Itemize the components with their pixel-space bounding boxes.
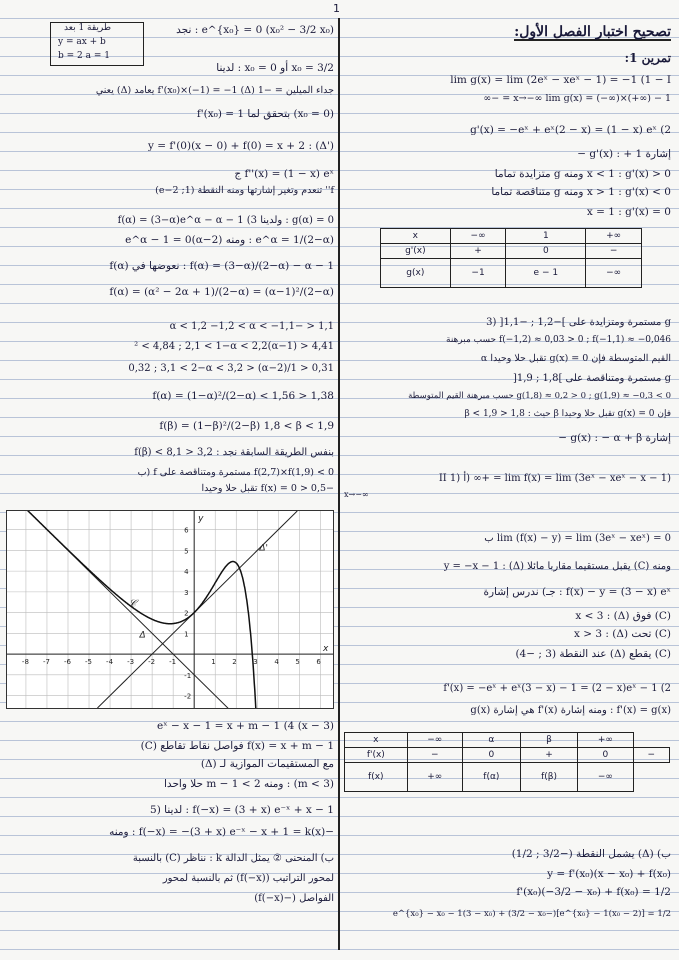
x-tick-label: 4 [274, 658, 279, 667]
left-line-28: الفواصل (−f(−x)) [254, 893, 334, 904]
right-line-9: f(−1,2) ≈ 0,03 > 0 ; f(−1,1) ≈ −0,046 حسب مبرهنة [446, 335, 671, 345]
left-line-24: f(−x) = (3 + x) e⁻ˣ + x − 1 : لدينا (5 [150, 804, 334, 816]
left-line-7: f'' تنعدم وتغير إشارتها ومنه النقطة (1; e−2) [155, 185, 334, 196]
right-line-26: y = f'(x₀)(x − x₀) + f(x₀) [547, 868, 671, 880]
table_f-var-row [345, 763, 670, 792]
y-axis-label: y [198, 514, 204, 524]
table_f-sign-cell: − [633, 748, 669, 763]
table_g-sign-row [381, 244, 642, 259]
table_f-x-cell: α [462, 733, 520, 748]
x-axis-label: x [323, 644, 329, 655]
left-line-26: ب) المنحنى ② يمثل الدالة k : نناظر (C) بالنسبة [132, 853, 334, 864]
table_f-sign-cell: + [520, 748, 577, 763]
table_g-x-cell: +∞ [586, 229, 642, 244]
table_f-x-cell: β [520, 733, 577, 748]
y-tick-label: 2 [184, 609, 189, 618]
table_f-var-cell: −∞ [578, 763, 633, 792]
left-line-18: f(2,7)×f(1,9) < 0 مستمرة ومتناقصة على f (ب [137, 467, 334, 478]
table_f-var-cell: f(α) [462, 763, 520, 792]
x-tick-label: 1 [211, 658, 216, 667]
right-line-17: lim (f(x) − y) = lim (3eˣ − xeˣ) = 0 ب [484, 533, 671, 544]
left-line-14: 0,31 < 1/(2−α) < 0,32 ; 3,1 < 2−α < 3,2 [128, 363, 334, 374]
right-line-1: lim g(x) = lim (2eˣ − xeˣ − 1) = −1 (1 − I [450, 74, 671, 86]
x-tick-label: 3 [253, 658, 258, 667]
left-line-20: (3 − x) eˣ − x − 1 = x + m − 1 (4 [157, 720, 334, 732]
y-tick-label: -1 [184, 671, 192, 680]
x-tick-label: 2 [232, 658, 237, 667]
table_f-var-cell: f(β) [520, 763, 577, 792]
column-divider [338, 18, 340, 950]
left-line-19: −0,5 < f(x) = 0 تقبل حلا وحيدا [201, 483, 334, 494]
table_g-sign-cell: 0 [506, 244, 586, 259]
right-line-27: 1/2 = f'(x₀)(−3/2 − x₀) + f(x₀) [516, 886, 671, 898]
table_f-sign-cell: f'(x) [345, 748, 408, 763]
table_f-sign-cell: 0 [462, 748, 520, 763]
left-line-11: f(α) = (α² − 2α + 1)/(2−α) = (α−1)²/(2−α) [109, 286, 334, 298]
right-line-12: g(1,8) ≈ 0,2 > 0 ; g(1,9) ≈ −0,3 < 0 حسب مبرهنة القيم المتوسطة [408, 391, 671, 401]
curve-c [7, 511, 257, 708]
x-tick-label: -4 [106, 658, 114, 667]
curve-label: 𝒞 [128, 598, 137, 610]
table_f-x-cell: −∞ [407, 733, 462, 748]
asymptote-delta [7, 511, 333, 708]
table_g-x-cell: −∞ [450, 229, 506, 244]
right-line-3: g'(x) = −eˣ + eˣ(2 − x) = (1 − x) eˣ (2 [470, 124, 671, 136]
right-line-19: f(x) − y = (3 − x) eˣ : جـ) ندرس إشارة [483, 586, 671, 598]
table_g-x-cell: x [381, 229, 451, 244]
x-tick-label: -8 [21, 658, 29, 667]
right-line-25: ب) (Δ) يشمل النقطة (−3/2 ; 1/2) [511, 848, 671, 860]
left-line-1: (x₀² − 3/2 x₀) e^{x₀} = 0 : نجد [176, 24, 334, 36]
graph-canvas [7, 511, 333, 708]
right-column [342, 20, 673, 948]
method-box-line-1: طريقة 1 بعد [64, 23, 112, 33]
table_f-sign-cell: 0 [578, 748, 633, 763]
left-line-25: −f(−x) = −(3 + x) e⁻ˣ − x + 1 = k(x) : ومنه [109, 826, 334, 838]
table_f-x-row [345, 733, 670, 748]
right-line-28: 1/2 = [(2 − x₀)e^{x₀} − 1](−3/2 − x₀) + (3 − x₀)e^{x₀} − x₀ − 1 [392, 909, 671, 919]
y-tick-label: 6 [184, 526, 189, 535]
right-line-2: x→−∞ lim g(x) = (−∞)×(+∞) − 1 = −∞ [483, 93, 671, 104]
right-line-23: f'(x) = −eˣ + eˣ(3 − x) − 1 = (2 − x)eˣ − 1 (2 [443, 683, 671, 694]
left-line-3: جداء الميلين = −1 f'(x₀)×(−1) = −1 (Δ) يعامد (Δ) يعني [95, 85, 334, 96]
table_g-sign-cell: + [450, 244, 506, 259]
x-tick-label: -3 [127, 658, 135, 667]
table_f-x-cell: x [345, 733, 408, 748]
left-line-15: 1,38 < f(α) = (1−α)²/(2−α) < 1,56 [152, 390, 334, 402]
x-tick-label: -1 [169, 658, 177, 667]
left-line-16: f(β) = (1−β)²/(2−β) 1,8 < β < 1,9 [159, 420, 334, 432]
table_g-x-cell: 1 [506, 229, 586, 244]
right-line-8: g مستمرة ومتزايدة على ]−1,2 ; −1,1[ (3 [486, 317, 671, 328]
table_g-var-cell: g(x) [381, 259, 451, 288]
page-title: تصحيح اختبار الفصل الأول: [514, 24, 671, 40]
variation-table-g [380, 228, 642, 288]
x-tick-label: -6 [63, 658, 71, 667]
y-tick-label: 5 [184, 547, 189, 556]
table_g-var-cell: e − 1 [506, 259, 586, 288]
right-line-4: إشارة g'(x) : + 1 − [577, 148, 671, 160]
right-line-10: القيم المتوسطة فإن g(x) = 0 تقبل حلا وحيدا α [480, 353, 671, 364]
left-line-6: f''(x) = (1 − x) eˣ ج [234, 168, 334, 180]
right-line-11: g مستمرة ومتناقصة على ]1,8 ; 1,9[ [512, 373, 671, 384]
left-line-27: لمحور التراتيب (f(−x)) ثم بالنسبة لمحور [162, 873, 334, 884]
method-box-line-2: y = ax + b [58, 37, 106, 47]
right-line-15: lim f(x) = lim (3eˣ − xeˣ − x − 1) = +∞ (أ (1 II [438, 473, 671, 484]
table_f-var-cell: f(x) [345, 763, 408, 792]
y-tick-label: -2 [184, 692, 192, 701]
delta-prime-label: Δ' [259, 543, 269, 554]
right-line-18: ومنه (C) يقبل مستقيما مقاربا مائلا (Δ) : y = −x − 1 [443, 561, 671, 572]
right-line-7: x = 1 : g'(x) = 0 [586, 206, 671, 218]
left-line-13: 4,41 < (1−α)² < 4,84 ; 2,1 < 1−α < 2,2 [134, 341, 334, 352]
table_f-sign-cell: − [407, 748, 462, 763]
right-line-24: f'(x) = g(x) : ومنه إشارة f'(x) هي إشارة g(x) [470, 705, 671, 716]
y-tick-label: 1 [184, 630, 189, 639]
function-graph [6, 510, 334, 709]
table_g-var-cell: −1 [450, 259, 506, 288]
x-tick-label: -7 [42, 658, 50, 667]
left-line-17: بنفس الطريقة السابقة نجد : 3,2 < f(β) < 8,1 [134, 447, 334, 458]
right-line-14: إشارة g(x) : − α + β − [558, 432, 671, 444]
left-line-23: (m < 3) : ومنه m − 1 < 2 حلا واحدا [164, 778, 334, 790]
left-line-22: مع المستقيمات الموازية لـ (Δ) [200, 758, 334, 770]
right-line-5: x < 1 : g'(x) > 0 ومنه g متزايدة تماما [494, 168, 671, 180]
right-line-13: فإن g(x) = 0 تقبل حلا وحيدا β حيث : 1,8 < β < 1,9 [464, 409, 671, 419]
left-line-12: 1,1 < −α < 1,2 −1,2 < α < −1,1 [169, 321, 334, 332]
y-tick-label: 3 [184, 588, 189, 597]
right-line-16: x→−∞ [344, 490, 369, 499]
table_f-x-cell: +∞ [578, 733, 633, 748]
left-line-21: f(x) = x + m − 1 فواصل نقاط تقاطع (C) [140, 740, 334, 752]
y-tick-label: 4 [184, 568, 189, 577]
table_g-var-row [381, 259, 642, 288]
left-line-2: x₀ = 3/2 أو x₀ = 0 : لدينا [216, 62, 334, 74]
x-tick-label: 5 [295, 658, 300, 667]
left-column [6, 20, 336, 948]
table_g-sign-cell: g'(x) [381, 244, 451, 259]
right-line-20: (C) فوق (Δ) : x < 3 [575, 610, 671, 622]
delta-label: Δ [139, 630, 146, 641]
left-line-4: (x₀ = 0) بتحقق لما f'(x₀) = 1 [196, 108, 334, 120]
table_f-var-cell: +∞ [407, 763, 462, 792]
exercise-label: تمرين 1: [624, 51, 671, 65]
left-line-8: g(α) = 0 : ولدينا f(α) = (3−α)e^α − α − 1 (3 [117, 215, 334, 226]
x-tick-label: -5 [85, 658, 93, 667]
table_g-x-row [381, 229, 642, 244]
table_g-var-cell: −∞ [586, 259, 642, 288]
right-line-6: x > 1 : g'(x) < 0 ومنه g متناقصة تماما [491, 186, 671, 198]
x-tick-label: -2 [148, 658, 156, 667]
table_f-sign-row [345, 748, 670, 763]
left-line-10: f(α) = (3−α)/(2−α) − α − 1 : نعوضها في f(α) [109, 260, 334, 272]
right-line-21: (C) تحت (Δ) : x > 3 [573, 628, 671, 640]
method-box-line-3: b = 2 a = 1 [58, 51, 110, 61]
table_g-sign-cell: − [586, 244, 642, 259]
variation-table-f [344, 732, 670, 792]
left-line-9: e^α = 1/(2−α) : ومنه (2−α)e^α − 1 = 0 [125, 234, 334, 246]
page-number: 1 [333, 2, 340, 15]
x-tick-label: 6 [316, 658, 321, 667]
left-line-5: y = f'(0)(x − 0) + f(0) = x + 2 : (Δ') [148, 140, 334, 152]
right-line-22: (C) يقطع (Δ) عند النقطة (3 ; −4) [515, 648, 671, 660]
